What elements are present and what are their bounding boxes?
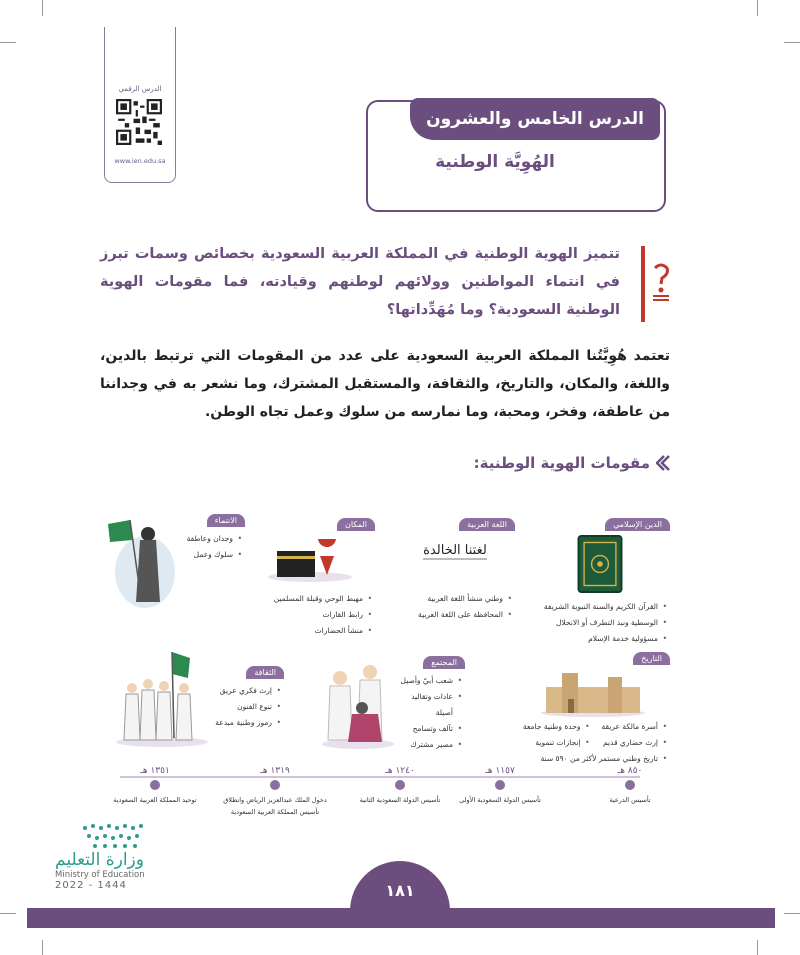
crop-mark [42, 940, 43, 955]
woman-with-flag-illustration [100, 512, 180, 612]
card-belonging-title: الانتماء [207, 514, 245, 527]
list-item: • مصير مشترك [395, 737, 453, 753]
lesson-question: تتميز الهوية الوطنية في المملكة العربية السعودية بخصائص وسمات تبرز في انتماء المواطنين وولائهم لوطنهم وقيادته، فما مقومات الهوية الوطنية السعودية؟ وما مُهَدِّداتها؟ [100, 246, 620, 318]
timeline-event-text: تأسيس الدرعية [609, 796, 651, 804]
card-culture-title: الثقافة [246, 666, 284, 679]
list-item: • تاريخ وطني مستمر لأكثر من ٥٩٠ سنة [515, 751, 658, 767]
timeline-dot [150, 780, 160, 790]
card-language-title: اللغة العربية [459, 518, 515, 531]
list-item: • المحافظة على اللغة العربية [395, 607, 503, 623]
crop-mark [0, 42, 16, 43]
ministry-logo [55, 820, 185, 891]
calligraphy-art [395, 539, 515, 579]
kaaba-icon [265, 539, 355, 583]
ardah-dancers-illustration [112, 648, 212, 748]
list-item: • إرث حضاري قديم [593, 735, 659, 751]
list-item: • وحدة وطنية جامعة [515, 719, 581, 735]
list-item: • مسؤولية خدمة الإسلام [530, 631, 658, 647]
qr-code-icon[interactable] [116, 99, 162, 145]
list-item: • أسرة مالكة عريقة [593, 719, 659, 735]
timeline-year: ١٣١٩ هـ [260, 766, 290, 776]
list-item: • وجدان وعاطفة [175, 531, 233, 547]
timeline-dot [270, 780, 280, 790]
timeline-event-text: دخول الملك عبدالعزيز الرياض وانطلاق تأسيس المملكة العربية السعودية [223, 796, 327, 816]
crop-mark [0, 913, 16, 914]
timeline-event-text: توحيد المملكة العربية السعودية [113, 796, 197, 804]
timeline-dot [395, 780, 405, 790]
timeline-event [575, 766, 685, 806]
card-place-title: المكان [337, 518, 375, 531]
family-illustration [318, 660, 398, 750]
intro-paragraph: تعتمد هُوِيَّتُنا المملكة العربية السعودية على عدد من المقومات التي ترتبط بالدين، واللغة، والمكان، والتاريخ، والثقافة، والمستقبل المشترك، وما نشعر به في وجداننا من عاطفة، وفخر، ومحبة، وما نمارسه من سلوك وعمل تجاه الوطن. [100, 348, 670, 420]
page-number: ١٨١ [350, 861, 450, 919]
list-item: • إنجازات تنموية [515, 735, 581, 751]
crop-mark [784, 42, 800, 43]
list-item: • القرآن الكريم والسنة النبوية الشريفة [530, 599, 658, 615]
ministry-name-en: Ministry of Education [55, 870, 145, 880]
card-religion-title: الدين الإسلامي [605, 518, 670, 531]
double-chevron-icon [656, 455, 670, 471]
timeline-dot [625, 780, 635, 790]
section-heading [450, 454, 670, 472]
crop-mark [757, 0, 758, 16]
timeline-dot [495, 780, 505, 790]
timeline-year: ١٣٥١ هـ [140, 766, 170, 776]
card-society [395, 650, 465, 753]
list-item: • إرث فكري عريق [212, 683, 272, 699]
timeline-event [345, 766, 455, 806]
list-item: • رموز وطنية مبدعة [212, 715, 272, 731]
quran-icon [577, 535, 623, 593]
fort-icon [538, 667, 648, 717]
card-society-title: المجتمع [423, 656, 465, 669]
timeline-year: ١١٥٧ هـ [485, 766, 515, 776]
list-item: • الوسطية ونبذ التطرف أو الانحلال [530, 615, 658, 631]
ministry-name-ar: وزارة التعليم [55, 850, 144, 870]
card-history-title: التاريخ [633, 652, 670, 665]
question-mark-icon [651, 262, 671, 304]
timeline-event [220, 766, 330, 818]
list-item: • تنوع الفنون [212, 699, 272, 715]
timeline-event [445, 766, 555, 806]
crop-mark [42, 0, 43, 16]
list-item: • شعب أبيّ وأصيل [395, 673, 453, 689]
list-item: • وطني منشأ اللغة العربية [395, 591, 503, 607]
card-place [245, 512, 375, 639]
digital-lesson-label: الدرس الرقمي [118, 85, 162, 93]
digital-lesson-card[interactable] [104, 27, 176, 183]
timeline-event [100, 766, 210, 806]
digital-lesson-url[interactable]: www.ien.edu.sa [114, 157, 166, 165]
ministry-dots-icon [75, 820, 155, 850]
question-accent-bar [641, 246, 645, 322]
crop-mark [784, 913, 800, 914]
list-item: • منشأ الحضارات [245, 623, 363, 639]
card-religion [530, 512, 670, 647]
timeline-event-text: تأسيس الدولة السعودية الثانية [359, 796, 441, 804]
card-history [515, 646, 670, 767]
edition-year: 2022 - 1444 [55, 880, 127, 891]
timeline-year: ٨٥٠ هـ [617, 766, 643, 776]
list-item: • مهبط الوحي وقبلة المسلمين [245, 591, 363, 607]
list-item: • رابط القارات [245, 607, 363, 623]
lesson-subtitle: الهُوِيَّة الوطنية [435, 152, 555, 172]
section-heading-text: مقومات الهوية الوطنية: [473, 454, 650, 472]
card-belonging [175, 508, 245, 563]
list-item: • عادات وتقاليد أصيلة [395, 689, 453, 721]
calligraphy-text: لغتنا الخالدة [423, 543, 487, 558]
card-culture [212, 660, 284, 731]
list-item: • تآلف وتسامح [395, 721, 453, 737]
timeline-event-text: تأسيس الدولة السعودية الأولى [459, 796, 541, 804]
card-language [395, 512, 515, 623]
timeline-year: ١٢٤٠ هـ [385, 766, 415, 776]
list-item: • سلوك وعمل [175, 547, 233, 563]
lesson-number-title: الدرس الخامس والعشرون [410, 98, 660, 140]
crop-mark [757, 940, 758, 955]
